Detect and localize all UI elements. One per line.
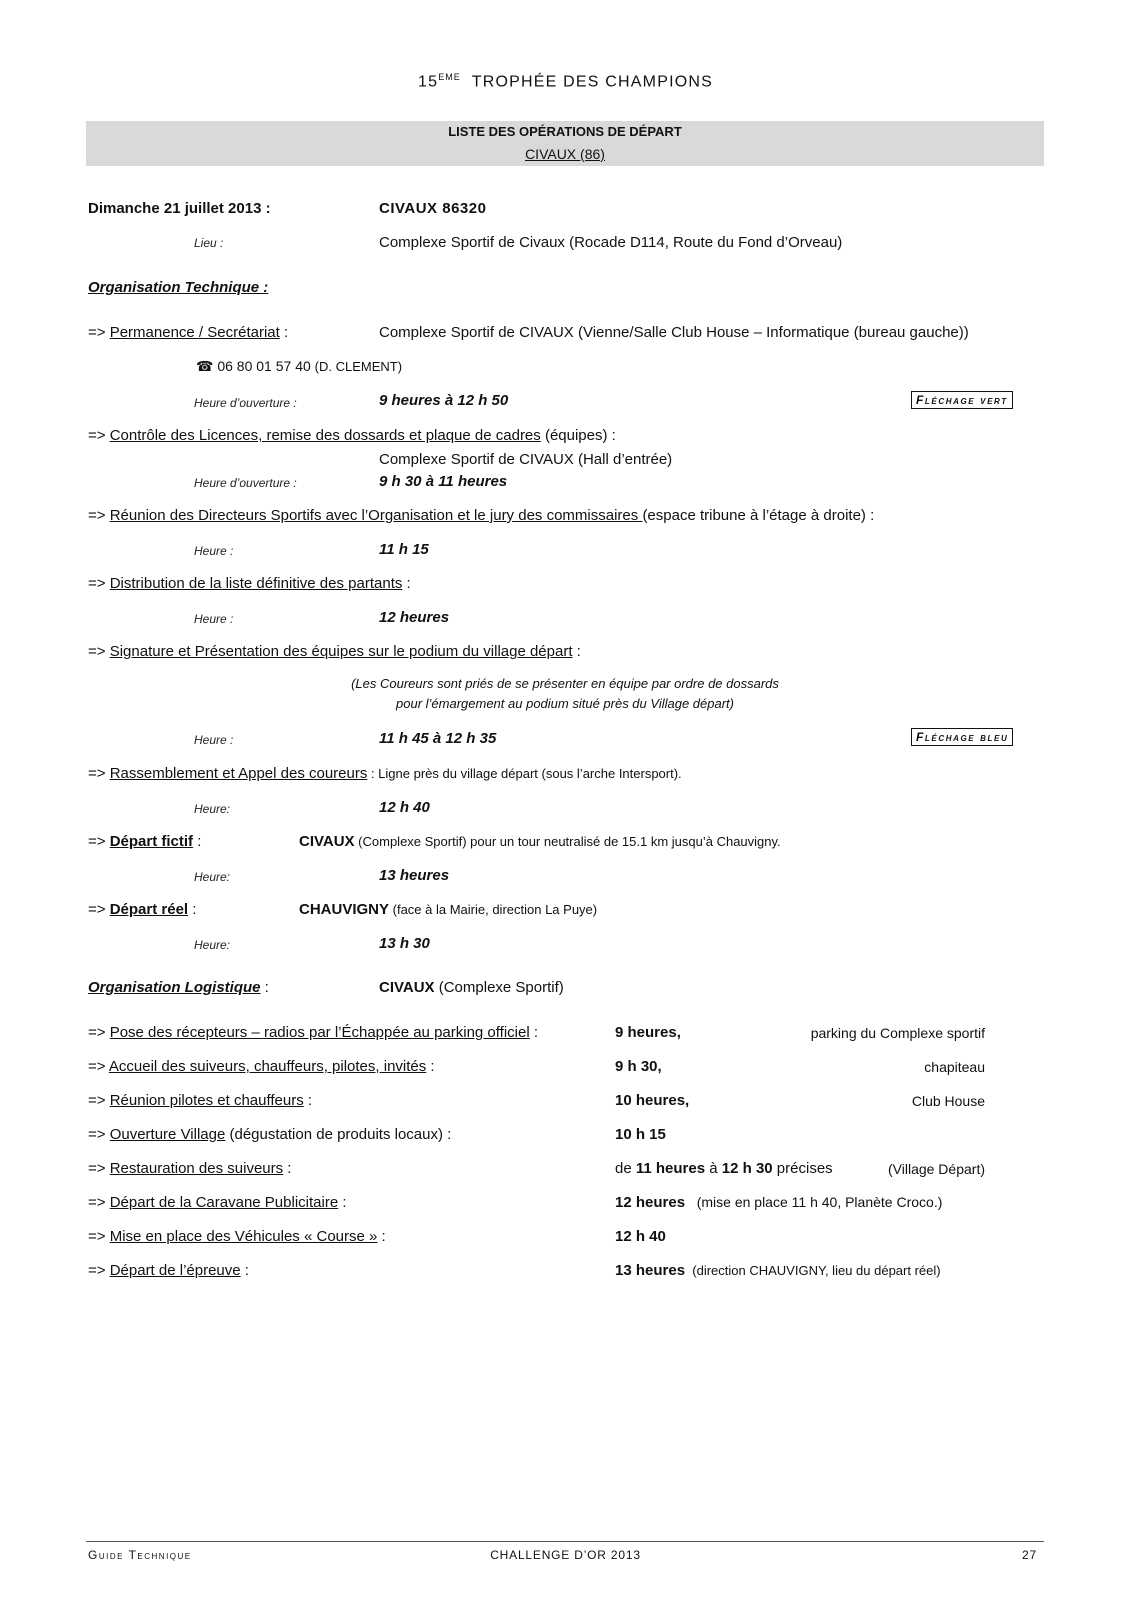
licences-place: Complexe Sportif de CIVAUX (Hall d’entrée) [379, 451, 673, 468]
depart-reel-row: => Départ réel : [88, 901, 197, 918]
logistics-row: => Départ de l’épreuve : [88, 1262, 249, 1279]
reel-heure-label: Heure: [194, 938, 231, 952]
signature-note-line2: pour l’émargement au podium situé près du Village départ) [396, 696, 734, 711]
rassemblement-time: 12 h 40 [379, 799, 430, 816]
ouv1-label: Heure d’ouverture : [194, 396, 297, 410]
logistics-location: Club House [911, 1093, 985, 1109]
rassemblement-row: => Rassemblement et Appel des coureurs : Ligne près du village départ (sous l’arche Intersport). [88, 765, 682, 782]
page-title: 15EME TROPHÉE DES CHAMPIONS [418, 72, 713, 91]
logistics-time: 12 h 40 [615, 1228, 666, 1245]
depart-fictif-row: => Départ fictif : [88, 833, 202, 850]
perm-value: Complexe Sportif de CIVAUX (Vienne/Salle Club House – Informatique (bureau gauche)) [379, 324, 969, 341]
logistics-row: => Mise en place des Véhicules « Course » : [88, 1228, 386, 1245]
depart-fictif-detail: CIVAUX (Complexe Sportif) pour un tour neutralisé de 15.1 km jusqu’à Chauvigny. [299, 833, 781, 850]
depart-reel-label: Départ réel [109, 901, 189, 918]
signature-row: => Signature et Présentation des équipes sur le podium du village départ : [88, 643, 581, 660]
reunion-ds-label: Réunion des Directeurs Sportifs avec l’Organisation et le jury des commissaires [109, 507, 643, 524]
title-superscript: EME [438, 72, 461, 82]
ouv2-label: Heure d’ouverture : [194, 476, 297, 490]
logistics-time: de 11 heures à 12 h 30 précises [615, 1160, 833, 1177]
signature-note-line1: (Les Coureurs sont priés de se présenter en équipe par ordre de dossards [351, 676, 779, 691]
signature-time: 11 h 45 à 12 h 35 [379, 730, 497, 747]
footer-divider [86, 1541, 1044, 1542]
phone-line: ☎ 06 80 01 57 40 (D. CLEMENT) [196, 358, 403, 374]
badge-flechage-vert: Fléchage vert [911, 391, 1013, 409]
distrib-label: Distribution de la liste définitive des partants [109, 575, 403, 592]
licences-row: => Contrôle des Licences, remise des dossards et plaque de cadres (équipes) : [88, 427, 616, 444]
logistics-row: => Restauration des suiveurs : [88, 1160, 292, 1177]
depart-fictif-label: Départ fictif [109, 833, 194, 850]
banner-subtitle: CIVAUX (86) [525, 146, 605, 162]
logistics-heading: Organisation Logistique : [88, 979, 269, 996]
distrib-row: => Distribution de la liste définitive des partants : [88, 575, 411, 592]
logistics-time: 9 heures, [615, 1024, 681, 1041]
logistics-location: (Village Départ) [887, 1161, 985, 1177]
logistics-time: 10 heures, [615, 1092, 690, 1109]
reunion-ds-row: => Réunion des Directeurs Sportifs avec l’Organisation et le jury des commissaires (espace tribune à l’étage à droite) : [88, 507, 875, 524]
logistics-location: chapiteau [924, 1059, 985, 1075]
footer-left: Guide Technique [88, 1548, 192, 1562]
logistics-time: 9 h 30, [615, 1058, 662, 1075]
reunion-heure-label: Heure : [194, 544, 234, 558]
logistics-row: => Réunion pilotes et chauffeurs : [88, 1092, 313, 1109]
lieu-label: Lieu : [194, 236, 224, 250]
phone-icon: ☎ [196, 358, 214, 374]
logistics-time: 10 h 15 [615, 1126, 666, 1143]
signature-label: Signature et Présentation des équipes sur le podium du village départ [109, 643, 573, 660]
logistics-time: 12 heures (mise en place 11 h 40, Planète Croco.) [615, 1194, 943, 1211]
reunion-time: 11 h 15 [379, 541, 429, 558]
fictif-heure-label: Heure: [194, 870, 231, 884]
banner-title: LISTE DES OPÉRATIONS DE DÉPART [448, 124, 682, 139]
title-text: TROPHÉE DES CHAMPIONS [471, 73, 713, 91]
logistics-row: => Pose des récepteurs – radios par l’Échappée au parking officiel : [88, 1024, 539, 1041]
tech-heading: Organisation Technique : [88, 279, 269, 296]
logistics-row: => Accueil des suiveurs, chauffeurs, pilotes, invités : [88, 1058, 435, 1075]
badge-flechage-bleu: Fléchage bleu [911, 728, 1013, 746]
licences-label: Contrôle des Licences, remise des dossards et plaque de cadres [109, 427, 541, 444]
logistics-location: parking du Complexe sportif [810, 1025, 985, 1041]
date-label: Dimanche 21 juillet 2013 : [88, 200, 271, 217]
distrib-heure-label: Heure : [194, 612, 234, 626]
footer-center: CHALLENGE D’OR 2013 [490, 1548, 641, 1562]
lieu-value: Complexe Sportif de Civaux (Rocade D114, Route du Fond d’Orveau) [379, 234, 843, 251]
depart-reel-time: 13 h 30 [379, 935, 430, 952]
ouv2-value: 9 h 30 à 11 heures [379, 473, 508, 490]
logistics-row: => Ouverture Village (dégustation de produits locaux) : [88, 1126, 452, 1143]
depart-reel-detail: CHAUVIGNY (face à la Mairie, direction La Puye) [299, 901, 598, 918]
perm-label: Permanence / Secrétariat [109, 324, 280, 341]
depart-fictif-time: 13 heures [379, 867, 450, 884]
signature-heure-label: Heure : [194, 733, 234, 747]
rassemblement-label: Rassemblement et Appel des coureurs [109, 765, 368, 782]
logistics-row: => Départ de la Caravane Publicitaire : [88, 1194, 347, 1211]
ouv1-value: 9 heures à 12 h 50 [379, 392, 509, 409]
rassemblement-heure-label: Heure: [194, 802, 231, 816]
logistics-place: CIVAUX (Complexe Sportif) [379, 979, 564, 996]
date-place: CIVAUX 86320 [379, 200, 487, 217]
page-number: 27 [1022, 1548, 1037, 1562]
logistics-time: 13 heures (direction CHAUVIGNY, lieu du départ réel) [615, 1262, 941, 1279]
perm-row: => Permanence / Secrétariat : [88, 324, 289, 341]
distrib-time: 12 heures [379, 609, 450, 626]
